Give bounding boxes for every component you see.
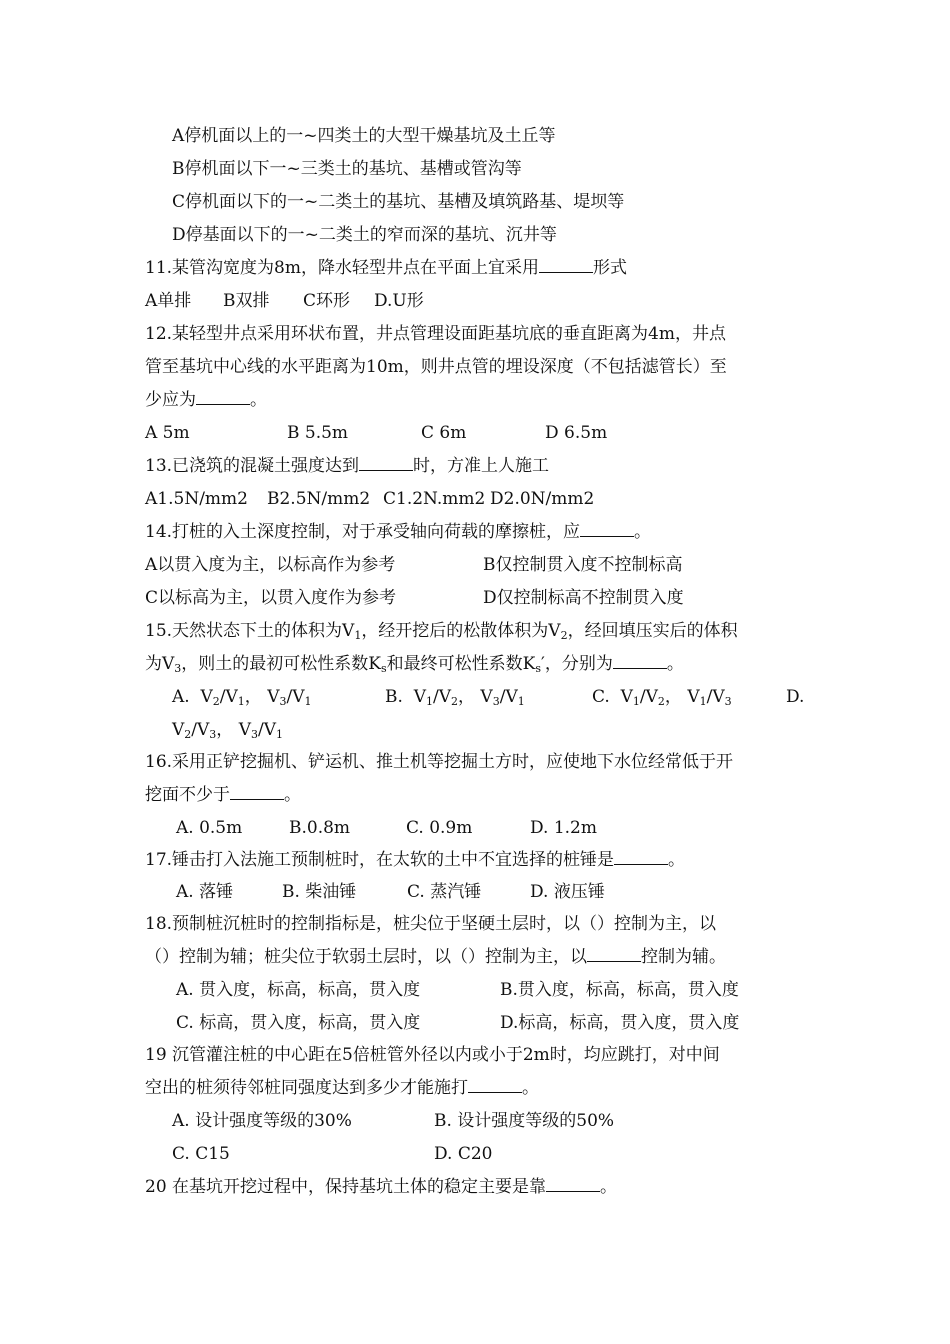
answer-blank[interactable]	[587, 945, 641, 962]
q18-option-a: A. 贯入度，标高，标高，贯入度	[176, 980, 421, 1000]
q13-stem: 13.已浇筑的混凝土强度达到 时，方准上人施工	[145, 456, 550, 476]
q17-stem: 17.锤击打入法施工预制桩时，在太软的土中不宜选择的桩锤是 。	[145, 850, 686, 870]
q11-stem: 11.某管沟宽度为8m，降水轻型井点在平面上宜采用 形式	[145, 258, 627, 278]
q14-stem: 14.打桩的入土深度控制，对于承受轴向荷载的摩擦桩，应 。	[145, 522, 652, 542]
answer-blank[interactable]	[546, 1175, 600, 1192]
q14-option-d: D仅控制标高不控制贯入度	[483, 588, 684, 608]
answer-blank[interactable]	[196, 388, 250, 405]
q11-option-c: C环形	[303, 291, 351, 311]
q11-options	[145, 289, 465, 313]
q14-option-b: B仅控制贯入度不控制标高	[483, 555, 683, 575]
answer-blank[interactable]	[230, 783, 284, 800]
q18-stem-line1: 18.预制桩沉桩时的控制指标是，桩尖位于坚硬土层时，以（）控制为主，以	[145, 914, 717, 934]
answer-blank[interactable]	[539, 256, 593, 273]
q11-option-b: B双排	[223, 291, 270, 311]
q14-option-a: A以贯入度为主，以标高作为参考	[145, 555, 396, 575]
q13-option-c: C1.2N.mm2	[383, 489, 486, 509]
q15-options-row1	[172, 685, 812, 709]
q12-option-d: D 6.5m	[545, 423, 608, 443]
q16-option-c: C. 0.9m	[406, 818, 473, 838]
q10-option-b: B停机面以下一~三类土的基坑、基槽或管沟等	[172, 159, 522, 179]
q15-option-c: C. $V_1/V_2$， $V_1/V_3$	[592, 687, 732, 708]
q15-option-a: A. $V_2/V_1$， $V_3/V_1$	[172, 687, 312, 708]
q16-options	[176, 816, 616, 840]
q19-option-b: B. 设计强度等级的50%	[434, 1111, 615, 1131]
q19-options-row1	[172, 1109, 652, 1133]
q14-options-row1	[145, 553, 745, 577]
q19-option-c: C. C15	[172, 1144, 230, 1164]
q18-option-c: C. 标高，贯入度，标高，贯入度	[176, 1013, 421, 1033]
q19-option-d: D. C20	[434, 1144, 493, 1164]
q17-option-a: A. 落锤	[176, 882, 234, 902]
q11-option-a: A单排	[145, 291, 192, 311]
q14-option-c: C以标高为主，以贯入度作为参考	[145, 588, 397, 608]
q10-option-d: D停基面以下的一~二类土的窄而深的基坑、沉井等	[172, 225, 557, 245]
q10-option-a: A停机面以上的一~四类土的大型干燥基坑及土丘等	[172, 126, 556, 146]
q12-options	[145, 421, 645, 445]
q17-option-b: B. 柴油锤	[282, 882, 357, 902]
q19-option-a: A. 设计强度等级的30%	[172, 1111, 352, 1131]
q17-options	[176, 880, 636, 904]
q15-stem-line2: 为$V_3$，则土的最初可松性系数$K_s$和最终可松性系数$K_s'$，分别为 。	[145, 654, 684, 675]
q13-option-d: D2.0N/mm2	[490, 489, 595, 509]
q11-option-d: D.U形	[374, 291, 424, 311]
q20-stem: 20 在基坑开挖过程中，保持基坑土体的稳定主要是靠 。	[145, 1177, 618, 1197]
answer-blank[interactable]	[580, 520, 634, 537]
q10-option-c: C停机面以下的一~二类土的基坑、基槽及填筑路基、堤坝等	[172, 192, 625, 212]
q16-option-d: D. 1.2m	[530, 818, 597, 838]
q19-stem-line2: 空出的桩须待邻桩同强度达到多少才能施打 。	[145, 1078, 539, 1098]
q16-stem-line2: 挖面不少于 。	[145, 785, 301, 805]
q19-options-row2	[172, 1142, 652, 1166]
q12-option-b: B 5.5m	[287, 423, 349, 443]
q18-options-row1	[176, 978, 796, 1002]
q15-option-d: $V_2/V_3$， $V_3/V_1$	[172, 720, 283, 741]
q12-stem-line3: 少应为 。	[145, 390, 267, 410]
q18-stem-line2: （）控制为辅；桩尖位于软弱土层时，以（）控制为主，以 控制为辅。	[145, 947, 726, 967]
q17-option-c: C. 蒸汽锤	[407, 882, 482, 902]
q19-stem-line1: 19 沉管灌注桩的中心距在5倍桩管外径以内或小于2m时，均应跳打，对中间	[145, 1045, 720, 1065]
answer-blank[interactable]	[359, 454, 413, 471]
q15-option-d-label: D.	[786, 687, 805, 707]
q16-option-a: A. 0.5m	[176, 818, 243, 838]
q14-options-row2	[145, 586, 745, 610]
q12-option-a: A 5m	[145, 423, 190, 443]
q15-option-b: B. $V_1/V_2$， $V_3/V_1$	[385, 687, 525, 708]
q13-options	[145, 487, 615, 511]
q12-stem-line1: 12.某轻型井点采用环状布置，井点管理设面距基坑底的垂直距离为4m，井点	[145, 324, 726, 344]
q13-option-a: A1.5N/mm2	[145, 489, 248, 509]
q18-option-d: D.标高，标高，贯入度，贯入度	[500, 1013, 740, 1033]
answer-blank[interactable]	[614, 848, 668, 865]
q18-option-b: B.贯入度，标高，标高，贯入度	[500, 980, 739, 1000]
q15-stem-line1: 15.天然状态下土的体积为$V_1$，经开挖后的松散体积为$V_2$，经回填压实后的体积	[145, 621, 738, 642]
answer-blank[interactable]	[468, 1076, 522, 1093]
answer-blank[interactable]	[613, 652, 667, 669]
q17-option-d: D. 液压锤	[530, 882, 605, 902]
q12-option-c: C 6m	[421, 423, 467, 443]
q16-stem-line1: 16.采用正铲挖掘机、铲运机、推土机等挖掘土方时，应使地下水位经常低于开	[145, 752, 734, 772]
q12-stem-line2: 管至基坑中心线的水平距离为10m，则井点管的埋设深度（不包括滤管长）至	[145, 357, 727, 377]
q13-option-b: B2.5N/mm2	[267, 489, 371, 509]
q16-option-b: B.0.8m	[289, 818, 351, 838]
q18-options-row2	[176, 1011, 796, 1035]
